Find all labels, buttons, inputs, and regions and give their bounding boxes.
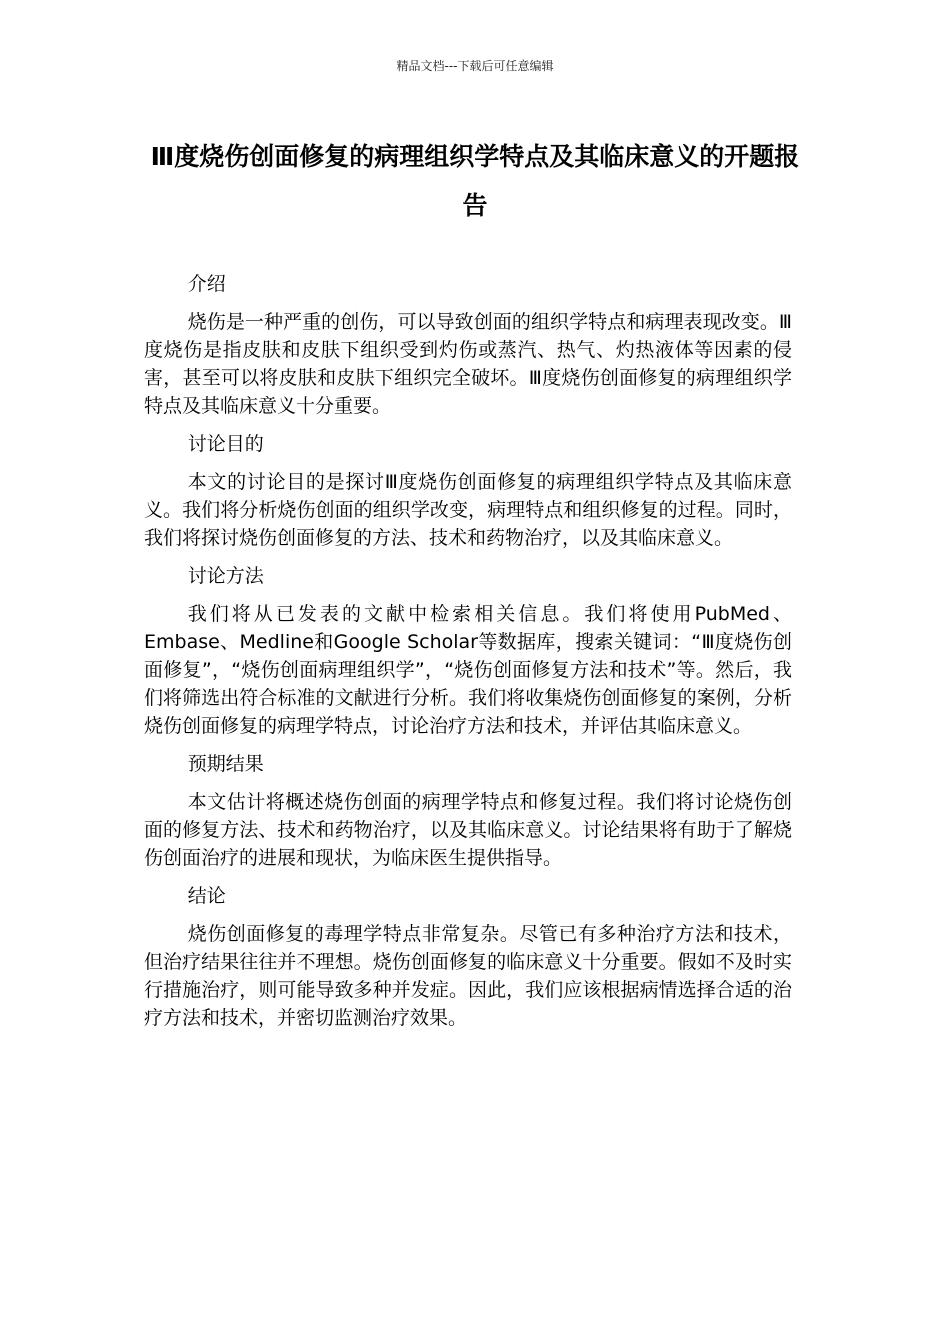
section-heading-expected-results: 预期结果 xyxy=(187,753,264,775)
section-paragraph-conclusion: 烧伤创面修复的毒理学特点非常复杂。尽管已有多种治疗方法和技术，但治疗结果往往并不理想。烧伤创面修复的临床意义十分重要。假如不及时实行措施治疗，则可能导致多种并发症。因此，我们应该根据病情选择合适的治疗方法和技术，并密切监测治疗效果。 xyxy=(144,923,792,1029)
section-heading-introduction: 介绍 xyxy=(187,273,226,295)
section-heading-conclusion: 结论 xyxy=(187,885,226,907)
section-heading-purpose: 讨论目的 xyxy=(187,433,264,455)
document-title: Ⅲ度烧伤创面修复的病理组织学特点及其临床意义的开题报告 xyxy=(150,142,800,220)
section-paragraph-method: 我们将从已发表的文献中检索相关信息。我们将使用PubMed、Embase、Medline和Google Scholar等数据库，搜索关键词：“Ⅲ度烧伤创面修复”，“烧伤创面病理组织学”，“烧伤创面修复方法和技术”等。然后，我们将筛选出符合标准的文献进行分析。我们将收集烧伤创面修复的案例，分析烧伤创面修复的病理学特点，讨论治疗方法和技术，并评估其临床意义。 xyxy=(144,603,792,737)
section-paragraph-introduction: 烧伤是一种严重的创伤，可以导致创面的组织学特点和病理表现改变。Ⅲ度烧伤是指皮肤和皮肤下组织受到灼伤或蒸汽、热气、灼热液体等因素的侵害，甚至可以将皮肤和皮肤下组织完全破坏。Ⅲ度烧伤创面修复的病理组织学特点及其临床意义十分重要。 xyxy=(144,311,792,417)
section-paragraph-purpose: 本文的讨论目的是探讨Ⅲ度烧伤创面修复的病理组织学特点及其临床意义。我们将分析烧伤创面的组织学改变，病理特点和组织修复的过程。同时，我们将探讨烧伤创面修复的方法、技术和药物治疗，以及其临床意义。 xyxy=(144,471,792,549)
document-body xyxy=(144,270,792,1042)
section-paragraph-expected-results: 本文估计将概述烧伤创面的病理学特点和修复过程。我们将讨论烧伤创面的修复方法、技术和药物治疗，以及其临床意义。讨论结果将有助于了解烧伤创面治疗的进展和现状，为临床医生提供指导。 xyxy=(144,791,792,869)
header-note: 精品文档---下载后可任意编辑 xyxy=(396,59,554,73)
section-heading-method: 讨论方法 xyxy=(187,565,264,587)
